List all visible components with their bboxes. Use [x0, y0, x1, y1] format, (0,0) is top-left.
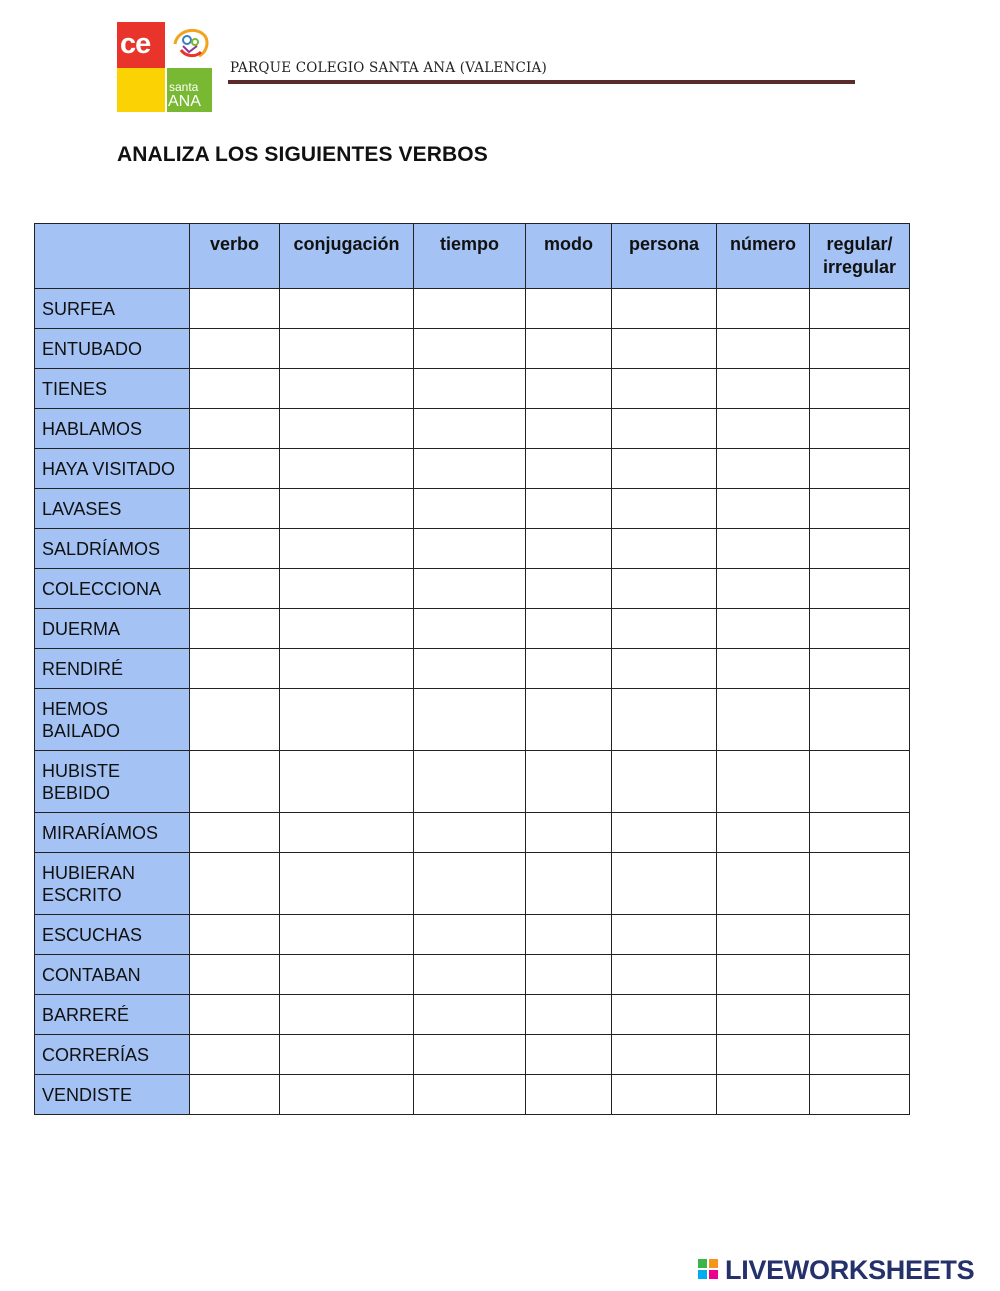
table-row [35, 449, 910, 489]
brand-wordmark: LIVEWORKSHEETS [725, 1255, 975, 1285]
column-header: conjugación [280, 224, 414, 289]
table-row [35, 409, 910, 449]
answer-cell[interactable] [190, 1035, 280, 1075]
brand-square-icon [709, 1270, 718, 1279]
answer-cell[interactable] [414, 529, 526, 569]
answer-cell[interactable] [414, 649, 526, 689]
answer-cell[interactable] [190, 529, 280, 569]
verb-label: HUBIERAN ESCRITO [35, 853, 190, 915]
answer-cell[interactable] [717, 369, 810, 409]
answer-cell[interactable] [612, 915, 717, 955]
answer-cell[interactable] [717, 569, 810, 609]
answer-cell[interactable] [717, 853, 810, 915]
verb-label: HAYA VISITADO [35, 449, 190, 489]
answer-cell[interactable] [280, 289, 414, 329]
answer-cell[interactable] [717, 289, 810, 329]
answer-cell[interactable] [280, 369, 414, 409]
answer-cell[interactable] [414, 853, 526, 915]
answer-cell[interactable] [810, 1035, 910, 1075]
answer-cell[interactable] [414, 955, 526, 995]
answer-cell[interactable] [810, 689, 910, 751]
answer-cell[interactable] [414, 409, 526, 449]
header-corner-cell [35, 224, 190, 289]
answer-cell[interactable] [612, 955, 717, 995]
answer-cell[interactable] [612, 813, 717, 853]
answer-cell[interactable] [612, 409, 717, 449]
answer-cell[interactable] [190, 751, 280, 813]
answer-cell[interactable] [280, 689, 414, 751]
answer-cell[interactable] [280, 915, 414, 955]
answer-cell[interactable] [717, 609, 810, 649]
answer-cell[interactable] [280, 1075, 414, 1115]
answer-cell[interactable] [612, 369, 717, 409]
table-header-row [35, 224, 910, 289]
answer-cell[interactable] [810, 449, 910, 489]
answer-cell[interactable] [280, 529, 414, 569]
verb-label: MIRARÍAMOS [35, 813, 190, 853]
answer-cell[interactable] [717, 813, 810, 853]
answer-cell[interactable] [414, 751, 526, 813]
verb-label: HABLAMOS [35, 409, 190, 449]
answer-cell[interactable] [810, 649, 910, 689]
answer-cell[interactable] [190, 369, 280, 409]
answer-cell[interactable] [526, 853, 612, 915]
table-row [35, 751, 910, 813]
answer-cell[interactable] [810, 529, 910, 569]
answer-cell[interactable] [414, 995, 526, 1035]
verb-label: RENDIRÉ [35, 649, 190, 689]
answer-cell[interactable] [280, 955, 414, 995]
answer-cell[interactable] [717, 529, 810, 569]
answer-cell[interactable] [526, 649, 612, 689]
answer-cell[interactable] [526, 1035, 612, 1075]
brand-square-icon [698, 1259, 707, 1268]
answer-cell[interactable] [414, 915, 526, 955]
answer-cell[interactable] [190, 915, 280, 955]
brand-square-icon [698, 1270, 707, 1279]
verb-label: ENTUBADO [35, 329, 190, 369]
column-header: verbo [190, 224, 280, 289]
verb-label: BARRERÉ [35, 995, 190, 1035]
answer-cell[interactable] [810, 329, 910, 369]
answer-cell[interactable] [526, 409, 612, 449]
table-row [35, 569, 910, 609]
answer-cell[interactable] [612, 751, 717, 813]
answer-cell[interactable] [414, 449, 526, 489]
answer-cell[interactable] [190, 449, 280, 489]
answer-cell[interactable] [280, 751, 414, 813]
verb-label: COLECCIONA [35, 569, 190, 609]
column-header: persona [612, 224, 717, 289]
answer-cell[interactable] [526, 329, 612, 369]
answer-cell[interactable] [612, 1075, 717, 1115]
answer-cell[interactable] [414, 329, 526, 369]
answer-cell[interactable] [810, 369, 910, 409]
answer-cell[interactable] [280, 813, 414, 853]
verb-label: VENDISTE [35, 1075, 190, 1115]
answer-cell[interactable] [612, 689, 717, 751]
answer-cell[interactable] [526, 751, 612, 813]
answer-cell[interactable] [190, 329, 280, 369]
answer-cell[interactable] [717, 689, 810, 751]
table-row [35, 955, 910, 995]
answer-cell[interactable] [280, 995, 414, 1035]
answer-cell[interactable] [190, 409, 280, 449]
logo-ce-text: ce [120, 28, 151, 60]
answer-cell[interactable] [190, 569, 280, 609]
answer-cell[interactable] [414, 489, 526, 529]
verb-label: LAVASES [35, 489, 190, 529]
logo-ana-text: ANA [168, 93, 201, 110]
table-row [35, 689, 910, 751]
answer-cell[interactable] [810, 915, 910, 955]
table-row [35, 369, 910, 409]
verb-label: HUBISTE BEBIDO [35, 751, 190, 813]
answer-cell[interactable] [612, 449, 717, 489]
answer-cell[interactable] [612, 1035, 717, 1075]
verb-label: HEMOS BAILADO [35, 689, 190, 751]
brand-square-icon [709, 1259, 718, 1268]
answer-cell[interactable] [612, 289, 717, 329]
verb-label: TIENES [35, 369, 190, 409]
answer-cell[interactable] [717, 955, 810, 995]
table-row [35, 915, 910, 955]
answer-cell[interactable] [414, 289, 526, 329]
table-row [35, 649, 910, 689]
answer-cell[interactable] [717, 489, 810, 529]
verb-label: DUERMA [35, 609, 190, 649]
answer-cell[interactable] [414, 569, 526, 609]
answer-cell[interactable] [526, 449, 612, 489]
column-header: modo [526, 224, 612, 289]
verb-label: SURFEA [35, 289, 190, 329]
answer-cell[interactable] [190, 689, 280, 751]
answer-cell[interactable] [280, 489, 414, 529]
answer-cell[interactable] [526, 369, 612, 409]
logo-yellow-block [117, 68, 165, 112]
answer-cell[interactable] [526, 289, 612, 329]
answer-cell[interactable] [190, 289, 280, 329]
answer-cell[interactable] [810, 569, 910, 609]
school-name: PARQUE COLEGIO SANTA ANA (VALENCIA) [230, 60, 547, 76]
answer-cell[interactable] [526, 529, 612, 569]
answer-cell[interactable] [810, 955, 910, 995]
table-row [35, 289, 910, 329]
table-row [35, 1035, 910, 1075]
answer-cell[interactable] [810, 995, 910, 1035]
answer-cell[interactable] [612, 569, 717, 609]
verb-label: CORRERÍAS [35, 1035, 190, 1075]
verb-label: SALDRÍAMOS [35, 529, 190, 569]
school-emblem-icon [167, 22, 212, 66]
answer-cell[interactable] [612, 529, 717, 569]
answer-cell[interactable] [414, 609, 526, 649]
answer-cell[interactable] [190, 813, 280, 853]
column-header: regular/ irregular [810, 224, 910, 289]
table-row [35, 995, 910, 1035]
answer-cell[interactable] [414, 1035, 526, 1075]
table-row [35, 813, 910, 853]
header-divider [228, 80, 855, 84]
answer-cell[interactable] [280, 853, 414, 915]
answer-cell[interactable] [717, 449, 810, 489]
answer-cell[interactable] [810, 289, 910, 329]
answer-cell[interactable] [280, 449, 414, 489]
answer-cell[interactable] [612, 853, 717, 915]
answer-cell[interactable] [526, 689, 612, 751]
table-row [35, 529, 910, 569]
answer-cell[interactable] [810, 1075, 910, 1115]
logo-santa-text: santa [169, 80, 199, 94]
answer-cell[interactable] [280, 1035, 414, 1075]
answer-cell[interactable] [190, 995, 280, 1035]
verbs-table [34, 223, 910, 1115]
answer-cell[interactable] [280, 609, 414, 649]
answer-cell[interactable] [526, 1075, 612, 1115]
answer-cell[interactable] [526, 915, 612, 955]
answer-cell[interactable] [612, 649, 717, 689]
answer-cell[interactable] [717, 649, 810, 689]
verb-label: ESCUCHAS [35, 915, 190, 955]
answer-cell[interactable] [717, 329, 810, 369]
school-logo [117, 22, 212, 112]
answer-cell[interactable] [414, 813, 526, 853]
answer-cell[interactable] [280, 569, 414, 609]
answer-cell[interactable] [810, 489, 910, 529]
column-header: tiempo [414, 224, 526, 289]
table-row [35, 489, 910, 529]
answer-cell[interactable] [190, 489, 280, 529]
answer-cell[interactable] [526, 569, 612, 609]
answer-cell[interactable] [717, 751, 810, 813]
answer-cell[interactable] [190, 853, 280, 915]
answer-cell[interactable] [526, 609, 612, 649]
answer-cell[interactable] [717, 1035, 810, 1075]
answer-cell[interactable] [717, 1075, 810, 1115]
answer-cell[interactable] [810, 853, 910, 915]
answer-cell[interactable] [717, 409, 810, 449]
table-row [35, 329, 910, 369]
answer-cell[interactable] [526, 813, 612, 853]
answer-cell[interactable] [190, 609, 280, 649]
table-row [35, 1075, 910, 1115]
answer-cell[interactable] [280, 649, 414, 689]
answer-cell[interactable] [612, 329, 717, 369]
answer-cell[interactable] [526, 995, 612, 1035]
answer-cell[interactable] [810, 409, 910, 449]
answer-cell[interactable] [612, 609, 717, 649]
answer-cell[interactable] [414, 369, 526, 409]
answer-cell[interactable] [414, 1075, 526, 1115]
answer-cell[interactable] [717, 915, 810, 955]
answer-cell[interactable] [414, 689, 526, 751]
table-row [35, 609, 910, 649]
answer-cell[interactable] [810, 751, 910, 813]
answer-cell[interactable] [612, 995, 717, 1035]
answer-cell[interactable] [810, 609, 910, 649]
answer-cell[interactable] [190, 955, 280, 995]
page-title: ANALIZA LOS SIGUIENTES VERBOS [117, 143, 488, 166]
answer-cell[interactable] [280, 409, 414, 449]
answer-cell[interactable] [526, 489, 612, 529]
answer-cell[interactable] [280, 329, 414, 369]
answer-cell[interactable] [190, 649, 280, 689]
answer-cell[interactable] [612, 489, 717, 529]
answer-cell[interactable] [717, 995, 810, 1035]
answer-cell[interactable] [190, 1075, 280, 1115]
answer-cell[interactable] [526, 955, 612, 995]
column-header: número [717, 224, 810, 289]
table-row [35, 853, 910, 915]
verb-label: CONTABAN [35, 955, 190, 995]
answer-cell[interactable] [810, 813, 910, 853]
